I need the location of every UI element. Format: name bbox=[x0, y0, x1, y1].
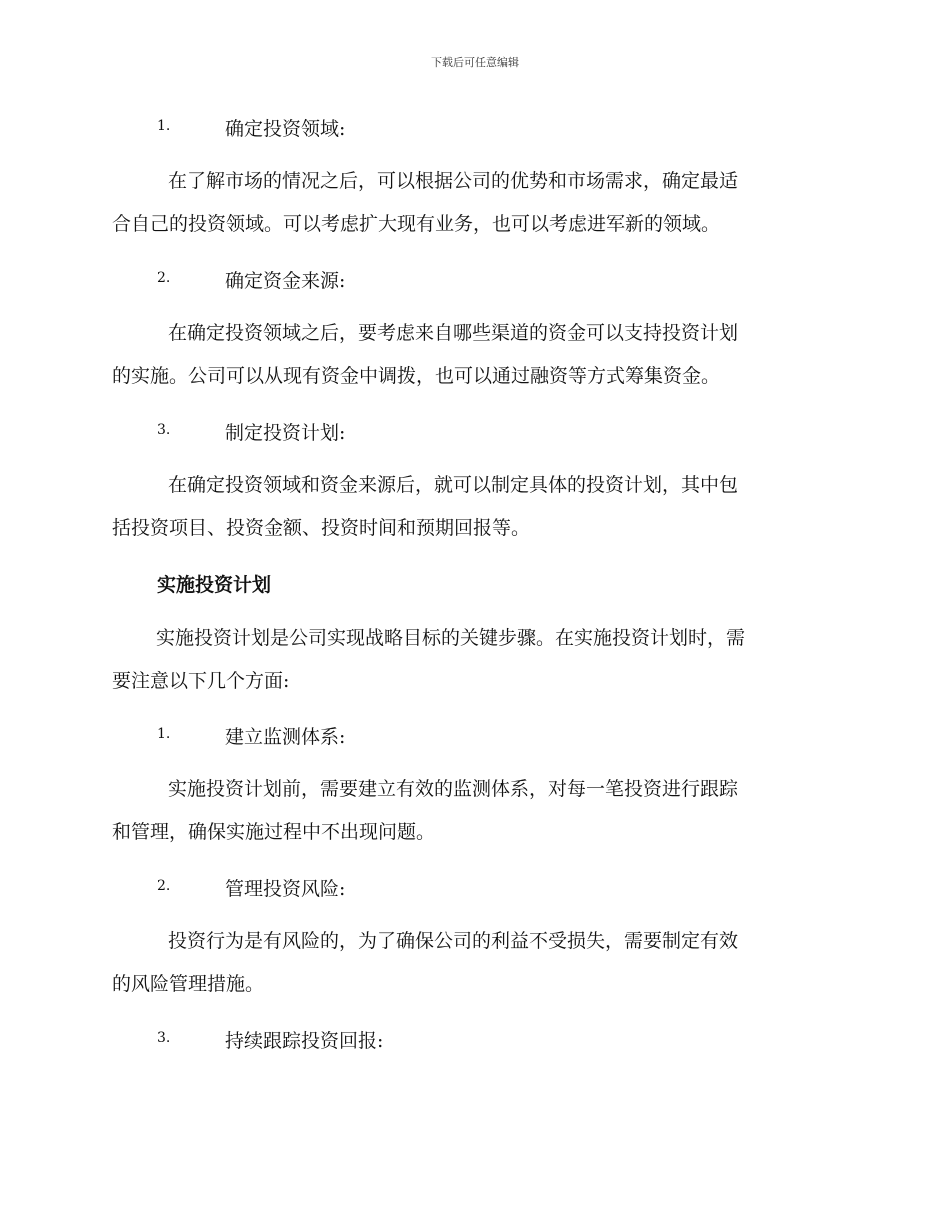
paragraph bbox=[112, 312, 832, 398]
item-label: 管理投资风险: bbox=[225, 878, 346, 900]
paragraph-line: 在确定投资领域和资金来源后，就可以制定具体的投资计划，其中包 bbox=[168, 474, 739, 496]
paragraph bbox=[112, 920, 832, 1006]
numbered-item bbox=[0, 114, 950, 144]
numbered-item bbox=[0, 874, 950, 904]
item-label: 确定资金来源: bbox=[225, 270, 346, 292]
item-number: 3. bbox=[157, 1030, 171, 1046]
paragraph-line: 的风险管理措施。 bbox=[112, 973, 265, 995]
item-number: 2. bbox=[157, 270, 171, 286]
numbered-item bbox=[0, 1026, 950, 1056]
numbered-item bbox=[0, 722, 950, 752]
paragraph bbox=[112, 768, 832, 854]
numbered-item bbox=[0, 418, 950, 448]
paragraph bbox=[112, 464, 832, 550]
page-header: 下载后可任意编辑 bbox=[431, 56, 519, 69]
intro-paragraph bbox=[112, 617, 832, 703]
paragraph-line: 合自己的投资领域。可以考虑扩大现有业务，也可以考虑进军新的领域。 bbox=[112, 213, 721, 235]
item-label: 确定投资领域: bbox=[225, 118, 346, 140]
item-label: 持续跟踪投资回报: bbox=[225, 1030, 384, 1052]
paragraph-line: 要注意以下几个方面: bbox=[112, 670, 290, 692]
paragraph-line: 在确定投资领域之后，要考虑来自哪些渠道的资金可以支持投资计划 bbox=[168, 322, 739, 344]
paragraph-line: 投资行为是有风险的，为了确保公司的利益不受损失，需要制定有效 bbox=[168, 930, 739, 952]
item-label: 建立监测体系: bbox=[225, 726, 346, 748]
item-number: 1. bbox=[157, 118, 171, 134]
paragraph-line: 和管理，确保实施过程中不出现问题。 bbox=[112, 821, 436, 843]
paragraph-line: 实施投资计划是公司实现战略目标的关键步骤。在实施投资计划时，需 bbox=[156, 627, 746, 649]
numbered-item bbox=[0, 266, 950, 296]
paragraph-line: 实施投资计划前，需要建立有效的监测体系，对每一笔投资进行跟踪 bbox=[168, 778, 739, 800]
paragraph-line: 括投资项目、投资金额、投资时间和预期回报等。 bbox=[112, 517, 531, 539]
paragraph-line: 在了解市场的情况之后，可以根据公司的优势和市场需求，确定最适 bbox=[168, 170, 739, 192]
paragraph-line: 的实施。公司可以从现有资金中调拨，也可以通过融资等方式筹集资金。 bbox=[112, 365, 721, 387]
item-number: 2. bbox=[157, 878, 171, 894]
section-heading: 实施投资计划 bbox=[157, 574, 272, 596]
item-label: 制定投资计划: bbox=[225, 422, 346, 444]
paragraph bbox=[112, 160, 832, 246]
item-number: 3. bbox=[157, 422, 171, 438]
item-number: 1. bbox=[157, 726, 171, 742]
